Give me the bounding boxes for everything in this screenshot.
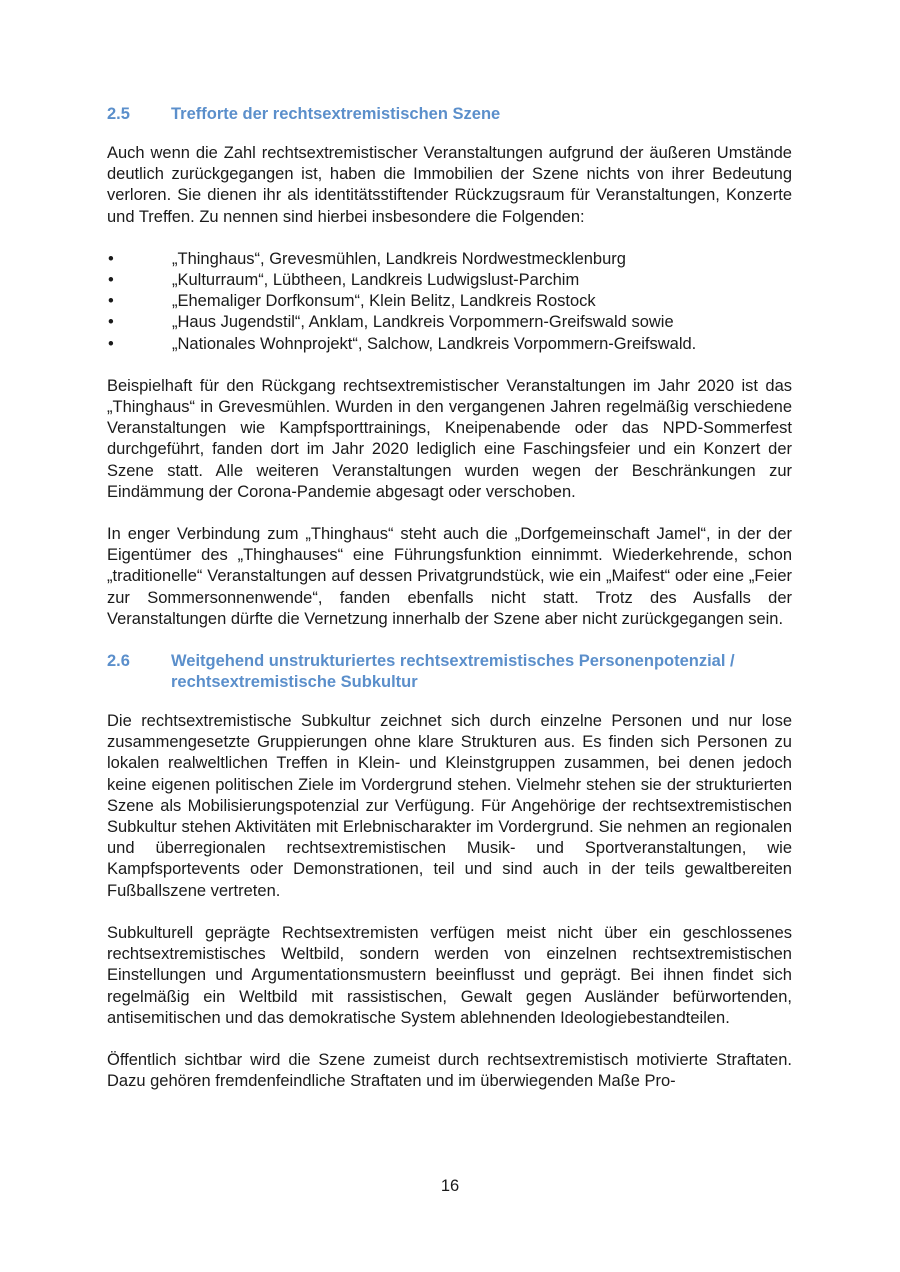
list-item-text: „Nationales Wohnprojekt“, Salchow, Landkreis Vorpommern-Greifswald. [172, 334, 697, 353]
list-item [107, 249, 792, 270]
document-page [107, 104, 792, 1092]
list-item [107, 334, 792, 355]
list-item [107, 291, 792, 312]
paragraph: Auch wenn die Zahl rechtsextremistischer Veranstaltungen aufgrund der äußeren Umstände deutlich zurückgegangen ist, haben die Immobilien der Szene nichts von ihrer Bedeutung verloren. Sie dienen ihr als identitätsstiftender Rückzugsraum für Veranstaltungen, Konzerte und Treffen. Zu nennen sind hierbei insbesondere die Folgenden: [107, 144, 792, 226]
section-heading-2-5 [107, 104, 792, 125]
bullet-list [107, 249, 792, 355]
section-heading-2-6 [107, 651, 792, 693]
paragraph: Beispielhaft für den Rückgang rechtsextremistischer Veranstaltungen im Jahr 2020 ist das „Thinghaus“ in Grevesmühlen. Wurden in den vergangenen Jahren regelmäßig verschiedene Veranstaltungen wie Kampfsporttrainings, Kneipenabende oder das NPD-Sommerfest durchgeführt, fanden dort im Jahr 2020 lediglich eine Faschingsfeier und ein Konzert der Szene statt. Alle weiteren Veranstaltungen wurden wegen der Beschränkungen zur Eindämmung der Corona-Pandemie abgesagt oder verschoben. [107, 376, 792, 501]
list-item-text: „Thinghaus“, Grevesmühlen, Landkreis Nordwestmecklenburg [172, 249, 626, 268]
section-title: Weitgehend unstrukturiertes rechtsextremistisches Personenpotenzial / rechtsextremistische Subkultur [171, 652, 735, 692]
paragraph: Die rechtsextremistische Subkultur zeichnet sich durch einzelne Personen und nur lose zusammengesetzte Gruppierungen ohne klare Strukturen aus. Es finden sich Personen zu lokalen realweltlichen Treffen in Klein- und Kleinstgruppen zusammen, bei denen jedoch keine eigenen politischen Ziele im Vordergrund stehen. Vielmehr stehen sie der strukturierten Szene als Mobilisierungspotenzial zur Verfügung. Für Angehörige der rechtsextremistischen Subkultur stehen Aktivitäten mit Erlebnischarakter im Vordergrund. Sie nehmen an regionalen und überregionalen rechtsextremistischen Musik- und Sportveranstaltungen, wie Kampfsportevents oder Demonstrationen, teil und sind auch in der teils gewaltbereiten Fußballszene vertreten. [107, 712, 792, 900]
section-number: 2.6 [107, 652, 130, 671]
paragraph: Subkulturell geprägte Rechtsextremisten verfügen meist nicht über ein geschlossenes rechtsextremistisches Weltbild, sondern werden von einzelnen rechtsextremistischen Einstellungen und Argumentationsmustern beeinflusst und geprägt. Bei ihnen findet sich regelmäßig ein Weltbild mit rassistischen, Gewalt gegen Ausländer befürwortenden, antisemitischen und das demokratische System ablehnenden Ideologiebestandteilen. [107, 923, 792, 1027]
list-item [107, 312, 792, 333]
paragraph: Öffentlich sichtbar wird die Szene zumeist durch rechtsextremistisch motivierte Straftaten. Dazu gehören fremdenfeindliche Straftaten und im überwiegenden Maße Pro- [107, 1050, 792, 1091]
list-item-text: „Kulturraum“, Lübtheen, Landkreis Ludwigslust-Parchim [172, 271, 580, 290]
section-number: 2.5 [107, 105, 130, 123]
bullet-symbol: • [108, 292, 114, 311]
list-item-text: „Ehemaliger Dorfkonsum“, Klein Belitz, Landkreis Rostock [172, 292, 596, 311]
section-title: Trefforte der rechtsextremistischen Szene [171, 105, 501, 123]
bullet-symbol: • [108, 271, 114, 290]
bullet-symbol: • [108, 334, 114, 353]
bullet-symbol: • [108, 313, 114, 332]
bullet-symbol: • [108, 249, 114, 268]
list-item [107, 270, 792, 291]
page-number: 16 [440, 1177, 460, 1195]
paragraph: In enger Verbindung zum „Thinghaus“ steht auch die „Dorfgemeinschaft Jamel“, in der der Eigentümer des „Thinghauses“ eine Führungsfunktion einnimmt. Wiederkehrende, schon „traditionelle“ Veranstaltungen auf dessen Privatgrundstück, wie ein „Maifest“ oder eine „Feier zur Sommersonnenwende“, fanden ebenfalls nicht statt. Trotz des Ausfalls der Veranstaltungen dürfte die Vernetzung innerhalb der Szene aber nicht zurückgegangen sein. [107, 525, 792, 628]
list-item-text: „Haus Jugendstil“, Anklam, Landkreis Vorpommern-Greifswald sowie [172, 313, 674, 332]
